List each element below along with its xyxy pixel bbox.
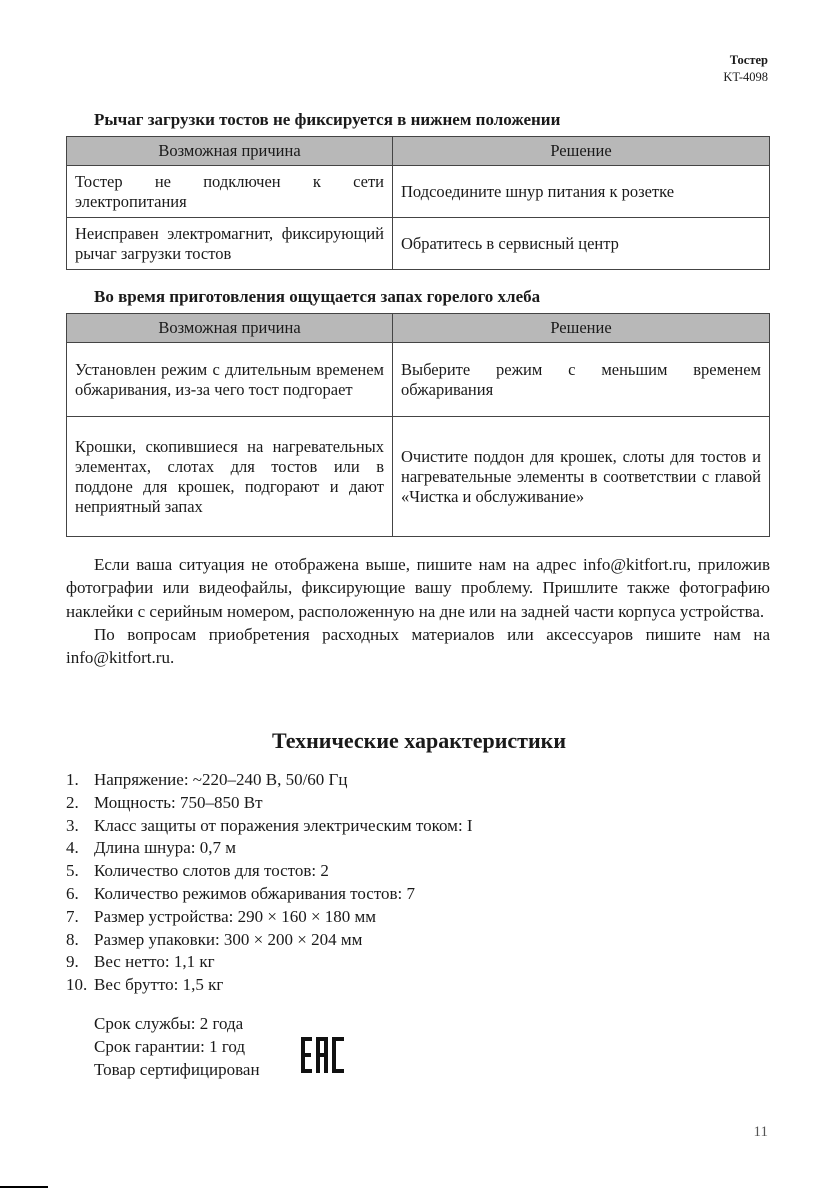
list-item: [66, 906, 473, 929]
list-item: [66, 769, 473, 792]
troubleshooting-table-1: [66, 136, 770, 270]
warranty-period: Срок гарантии: 1 год: [94, 1036, 246, 1056]
list-number: 6.: [66, 883, 79, 903]
table-header-row: [67, 137, 770, 166]
table-row: [67, 343, 770, 417]
list-text: Мощность: 750–850 Вт: [94, 792, 263, 812]
warranty-info: [94, 1013, 260, 1081]
list-item: [66, 929, 473, 952]
troubleshooting-table-2: [66, 313, 770, 537]
list-number: 7.: [66, 906, 79, 926]
list-number: 3.: [66, 815, 79, 835]
list-number: 1.: [66, 770, 79, 789]
list-number: 5.: [66, 861, 79, 881]
list-number: 10.: [66, 975, 88, 995]
list-number: 8.: [66, 929, 79, 949]
table-2-title: Во время приготовления ощущается запах горелого хлеба: [94, 287, 541, 306]
list-text: Размер устройства: 290 × 160 × 180 мм: [94, 906, 377, 926]
list-number: 9.: [66, 952, 79, 972]
list-text: Размер упаковки: 300 × 200 × 204 мм: [94, 929, 363, 949]
table-1-title: Рычаг загрузки тостов не фиксируется в нижнем положении: [94, 110, 561, 129]
solution-cell: Выберите режим с меньшим временем обжаривания: [393, 343, 770, 417]
column-header-solution: Решение: [393, 137, 770, 166]
header-product: Тостер: [729, 53, 768, 67]
table-row: [67, 166, 770, 218]
list-item: [66, 815, 473, 838]
cause-cell: Тостер не подключен к сети электропитания: [67, 166, 393, 218]
list-number: 4.: [66, 838, 79, 858]
solution-cell: Обратитесь в сервисный центр: [393, 218, 770, 270]
cause-cell: Установлен режим с длительным временем обжаривания, из-за чего тост подгорает: [67, 343, 393, 417]
page-header: [723, 52, 768, 86]
accessories-paragraph: По вопросам приобретения расходных материалов или аксессуаров пишите нам на info@kitfort.ru.: [66, 624, 770, 668]
column-header-cause: Возможная причина: [67, 137, 393, 166]
header-model: KT-4098: [723, 70, 768, 84]
solution-cell: Очистите поддон для крошек, слоты для тостов и нагревательные элементы в соответствии с главой «Чистка и обслуживание»: [393, 417, 770, 537]
service-life: Срок службы: 2 года: [94, 1014, 244, 1033]
cause-cell: Крошки, скопившиеся на нагревательных элементах, слотах для тостов или в поддоне для крошек, подгорают и дают неприятный запах: [67, 417, 393, 537]
table-header-row: [67, 314, 770, 343]
list-text: Напряжение: ~220–240 В, 50/60 Гц: [94, 770, 348, 789]
list-item: [66, 883, 473, 906]
list-text: Количество слотов для тостов: 2: [94, 861, 329, 881]
page-number: 11: [753, 1124, 768, 1140]
list-number: 2.: [66, 792, 79, 812]
table-row: [67, 218, 770, 270]
list-text: Количество режимов обжаривания тостов: 7: [94, 883, 416, 903]
list-item: [66, 974, 473, 997]
list-text: Вес нетто: 1,1 кг: [94, 952, 215, 972]
certification-text: Товар сертифицирован: [94, 1059, 260, 1079]
column-header-cause: Возможная причина: [67, 314, 393, 343]
list-text: Длина шнура: 0,7 м: [94, 838, 237, 858]
solution-cell: Подсоедините шнур питания к розетке: [393, 166, 770, 218]
list-text: Класс защиты от поражения электрическим током: I: [94, 815, 473, 835]
list-item: [66, 837, 473, 860]
list-item: [66, 792, 473, 815]
list-text: Вес брутто: 1,5 кг: [94, 975, 224, 995]
cause-cell: Неисправен электромагнит, фиксирующий рычаг загрузки тостов: [67, 218, 393, 270]
specs-list: [66, 769, 473, 997]
eac-mark-icon: [301, 1037, 344, 1073]
specs-title: Технические характеристики: [271, 728, 567, 753]
list-item: [66, 951, 473, 974]
table-row: [67, 417, 770, 537]
contact-paragraphs: [66, 553, 770, 669]
list-item: [66, 860, 473, 883]
contact-paragraph: Если ваша ситуация не отображена выше, пишите нам на адрес info@kitfort.ru, приложив фотографии или видеофайлы, фиксирующие вашу проблему. Пришлите также фотографию наклейки с серийным номером, расположенную на дне или на задней части корпуса устройства.: [66, 555, 770, 621]
column-header-solution: Решение: [393, 314, 770, 343]
